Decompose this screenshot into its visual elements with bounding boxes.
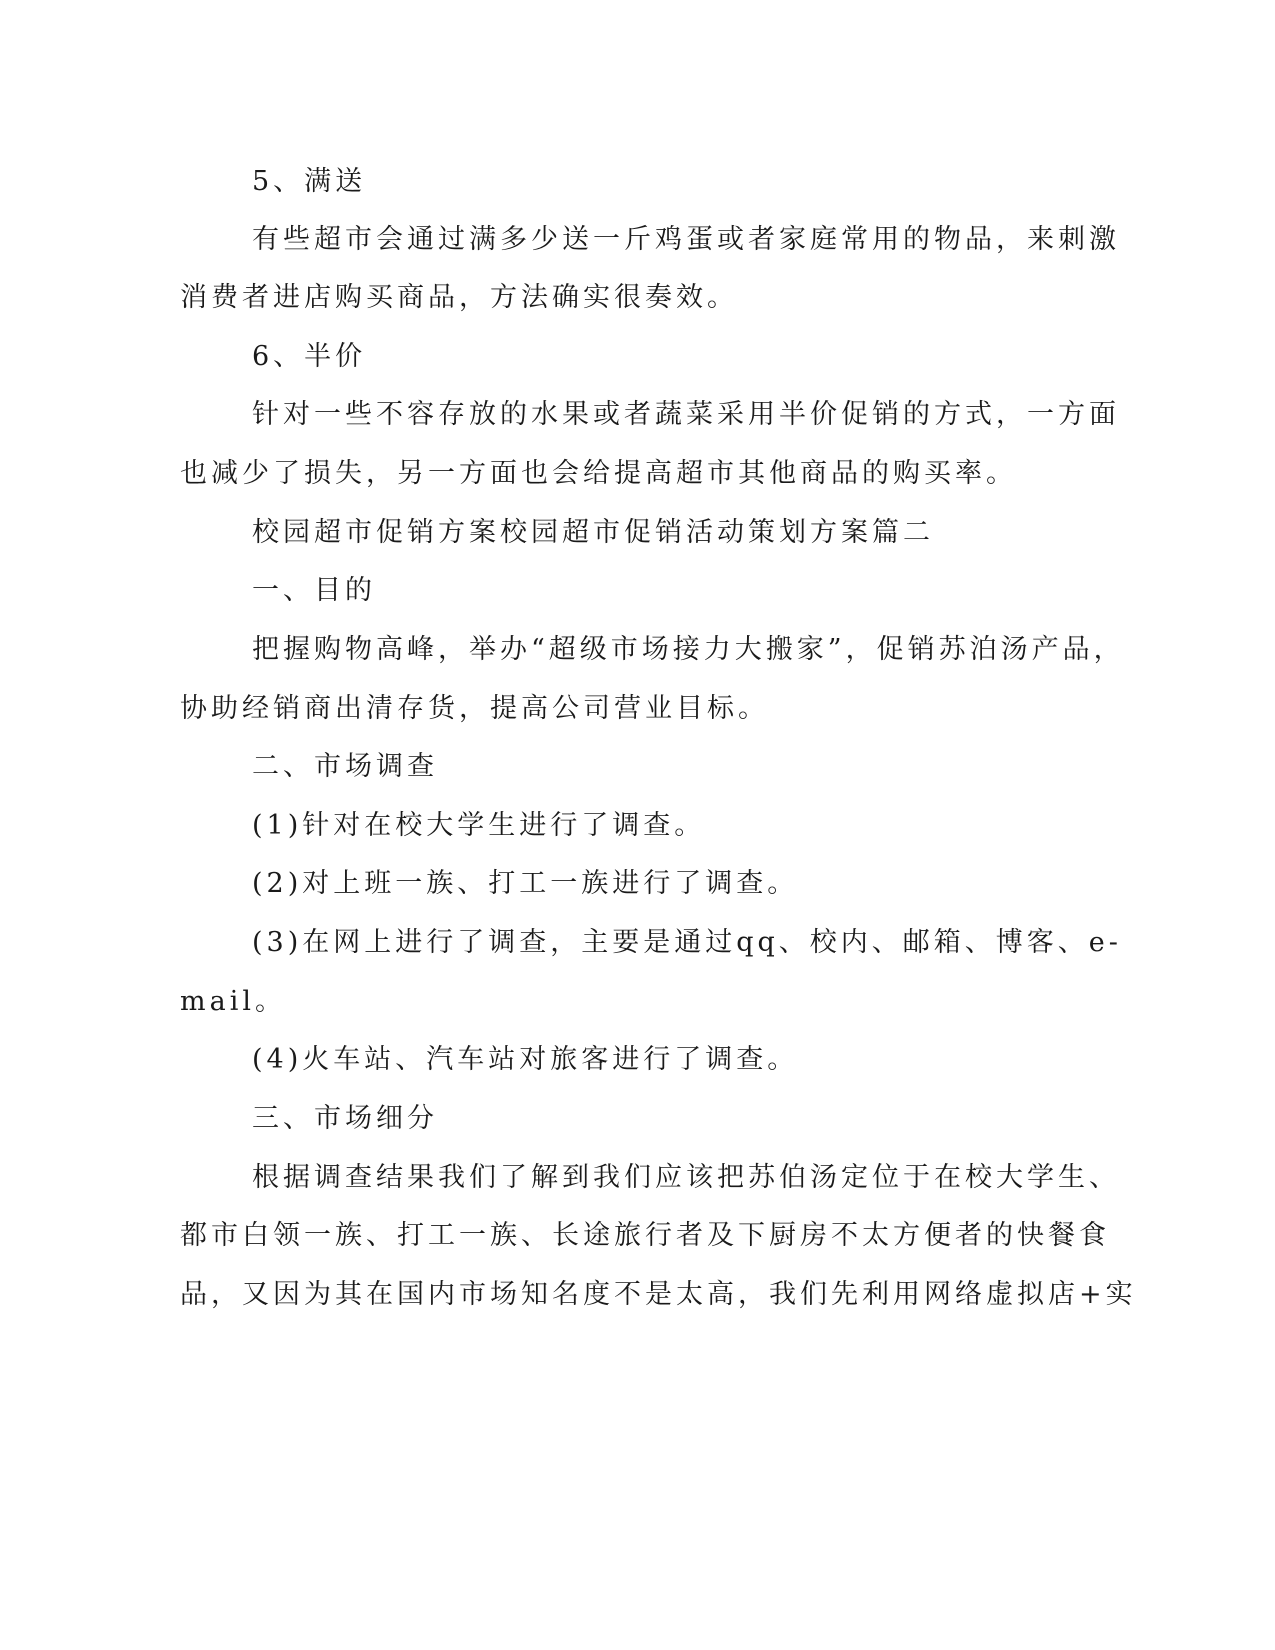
paragraph-line: 消费者进店购买商品，方法确实很奏效。 <box>180 282 738 313</box>
paragraph-line: 也减少了损失，另一方面也会给提高超市其他商品的购买率。 <box>180 458 1017 489</box>
list-item-heading: 6、半价 <box>252 341 367 372</box>
paragraph-line: 针对一些不容存放的水果或者蔬菜采用半价促销的方式，一方面 <box>252 399 1120 430</box>
list-item: (1)针对在校大学生进行了调查。 <box>252 810 706 841</box>
paragraph-line: 把握购物高峰，举办“超级市场接力大搬家”，促销苏泊汤产品， <box>252 634 1125 665</box>
list-item: (4)火车站、汽车站对旅客进行了调查。 <box>252 1044 799 1075</box>
section-heading: 三、市场细分 <box>252 1103 438 1134</box>
paragraph-line: 有些超市会通过满多少送一斤鸡蛋或者家庭常用的物品，来刺激 <box>252 224 1120 255</box>
paragraph-line: 协助经销商出清存货，提高公司营业目标。 <box>180 693 769 724</box>
list-item: (3)在网上进行了调查，主要是通过qq、校内、邮箱、博客、e- <box>252 927 1122 958</box>
paragraph-line: 品，又因为其在国内市场知名度不是太高，我们先利用网络虚拟店+实 <box>180 1279 1137 1310</box>
section-title: 校园超市促销方案校园超市促销活动策划方案篇二 <box>252 517 934 548</box>
paragraph-line: 根据调查结果我们了解到我们应该把苏伯汤定位于在校大学生、 <box>252 1162 1120 1193</box>
section-heading: 一、目的 <box>252 575 376 606</box>
list-item-continuation: mail。 <box>180 986 286 1017</box>
section-heading: 二、市场调查 <box>252 751 438 782</box>
list-item: (2)对上班一族、打工一族进行了调查。 <box>252 868 799 899</box>
paragraph-line: 都市白领一族、打工一族、长途旅行者及下厨房不太方便者的快餐食 <box>180 1220 1110 1251</box>
list-item-heading: 5、满送 <box>252 166 367 197</box>
